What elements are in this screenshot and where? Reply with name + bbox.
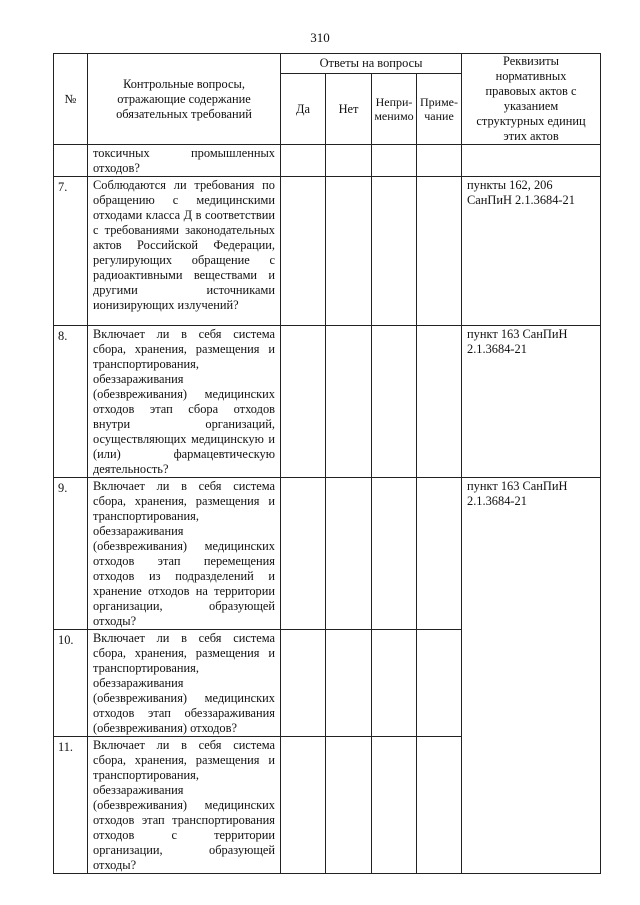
answer-yes-cell[interactable] bbox=[281, 326, 326, 478]
answer-na-cell[interactable] bbox=[372, 145, 417, 177]
answer-note-cell[interactable] bbox=[417, 177, 462, 326]
answer-na-cell[interactable] bbox=[372, 630, 417, 737]
answer-yes-cell[interactable] bbox=[281, 145, 326, 177]
header-no: Нет bbox=[326, 74, 372, 145]
answer-na-cell[interactable] bbox=[372, 478, 417, 630]
answer-no-cell[interactable] bbox=[326, 630, 372, 737]
row-number: 10. bbox=[54, 630, 88, 737]
row-question: Включает ли в себя система сбора, хранения, размещения и транспортирования, обеззараживания (обезвреживания) медицинских отходов этап обеззараживания (обезвреживания) отходов? bbox=[88, 630, 281, 737]
answer-note-cell[interactable] bbox=[417, 326, 462, 478]
table-row bbox=[54, 177, 601, 326]
header-answers: Ответы на вопросы bbox=[281, 54, 462, 74]
header-note: Приме- чание bbox=[417, 74, 462, 145]
table-row bbox=[54, 145, 601, 177]
row-question: Соблюдаются ли требования по обращению с медицинскими отходами класса Д в соответствии с требованиями законодательных актов Российской Федерации, регулирующих обращение с радиоактивными веществами и другими источниками ионизирующих излучений? bbox=[88, 177, 281, 326]
row-number: 7. bbox=[54, 177, 88, 326]
row-requisites: пункт 163 СанПиН 2.1.3684-21 bbox=[462, 478, 601, 874]
row-question: токсичных промышленных отходов? bbox=[88, 145, 281, 177]
header-yes: Да bbox=[281, 74, 326, 145]
answer-note-cell[interactable] bbox=[417, 630, 462, 737]
requirements-table bbox=[53, 53, 601, 874]
row-question: Включает ли в себя система сбора, хранения, размещения и транспортирования, обеззараживания (обезвреживания) медицинских отходов этап перемещения отходов из подразделений и хранение отходов на территории организации, образующей отходы? bbox=[88, 478, 281, 630]
header-not-applicable: Непри- менимо bbox=[372, 74, 417, 145]
answer-yes-cell[interactable] bbox=[281, 478, 326, 630]
row-question: Включает ли в себя система сбора, хранения, размещения и транспортирования, обеззараживания (обезвреживания) медицинских отходов этап транспортирования отходов с территории организации, образующей отходы? bbox=[88, 737, 281, 874]
answer-note-cell[interactable] bbox=[417, 145, 462, 177]
header-num: № bbox=[54, 54, 88, 145]
answer-note-cell[interactable] bbox=[417, 478, 462, 630]
row-number bbox=[54, 145, 88, 177]
answer-na-cell[interactable] bbox=[372, 737, 417, 874]
answer-no-cell[interactable] bbox=[326, 326, 372, 478]
answer-na-cell[interactable] bbox=[372, 326, 417, 478]
answer-no-cell[interactable] bbox=[326, 145, 372, 177]
answer-no-cell[interactable] bbox=[326, 177, 372, 326]
table-row bbox=[54, 326, 601, 478]
answer-yes-cell[interactable] bbox=[281, 737, 326, 874]
answer-yes-cell[interactable] bbox=[281, 630, 326, 737]
page-number: 310 bbox=[310, 30, 330, 45]
table-row bbox=[54, 478, 601, 630]
row-requisites: пункты 162, 206 СанПиН 2.1.3684-21 bbox=[462, 177, 601, 326]
row-number: 8. bbox=[54, 326, 88, 478]
answer-na-cell[interactable] bbox=[372, 177, 417, 326]
row-requisites: пункт 163 СанПиН 2.1.3684-21 bbox=[462, 326, 601, 478]
header-question: Контрольные вопросы, отражающие содержание обязательных требований bbox=[88, 54, 281, 145]
answer-no-cell[interactable] bbox=[326, 478, 372, 630]
answer-note-cell[interactable] bbox=[417, 737, 462, 874]
row-number: 9. bbox=[54, 478, 88, 630]
header-requisites: Реквизиты нормативных правовых актов с указанием структурных единиц этих актов bbox=[462, 54, 601, 145]
answer-yes-cell[interactable] bbox=[281, 177, 326, 326]
answer-no-cell[interactable] bbox=[326, 737, 372, 874]
row-question: Включает ли в себя система сбора, хранения, размещения и транспортирования, обеззараживания (обезвреживания) медицинских отходов этап сбора отходов внутри организаций, осуществляющих медицинскую и (или) фармацевтическую деятельность? bbox=[88, 326, 281, 478]
row-number: 11. bbox=[54, 737, 88, 874]
row-requisites bbox=[462, 145, 601, 177]
